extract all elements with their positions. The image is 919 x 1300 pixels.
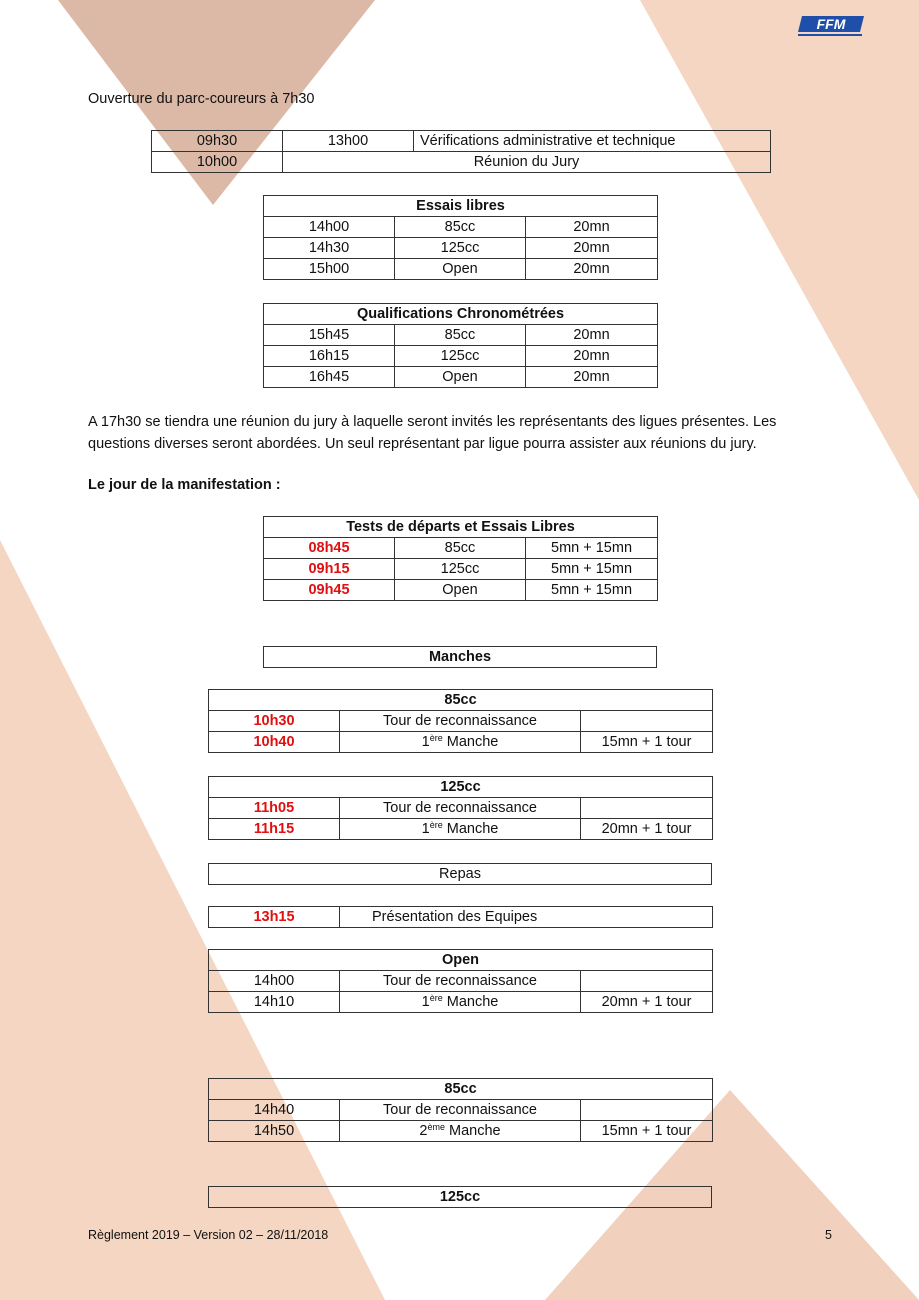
time-cell: 14h40 (209, 1100, 340, 1121)
time-cell: 10h30 (209, 711, 340, 732)
activity-cell: Repas (209, 864, 712, 885)
duration-cell: 20mn + 1 tour (581, 992, 713, 1013)
duration-cell: 20mn (526, 367, 658, 388)
table-title: Tests de départs et Essais Libres (264, 517, 658, 538)
category-cell: 125cc (395, 346, 526, 367)
table-row (264, 346, 658, 367)
time-cell: 09h45 (264, 580, 395, 601)
manche-85cc-2-table (208, 1078, 713, 1142)
table-row (209, 1121, 713, 1142)
duration-cell: 5mn + 15mn (526, 559, 658, 580)
table-title: Manches (264, 647, 657, 668)
essais-libres-table (263, 195, 658, 280)
category-cell: 125cc (395, 559, 526, 580)
presentation-table (208, 906, 713, 928)
ffm-logo (796, 14, 866, 40)
category-cell: Open (395, 367, 526, 388)
activity-cell: Tour de reconnaissance (340, 971, 581, 992)
table-row (209, 971, 713, 992)
table-row (209, 711, 713, 732)
time-cell: 14h30 (264, 238, 395, 259)
table-title: 85cc (209, 690, 713, 711)
time-cell: 16h45 (264, 367, 395, 388)
table-row (264, 325, 658, 346)
table-header-row (264, 647, 657, 668)
manches-title-table (263, 646, 657, 668)
table-header-row (209, 950, 713, 971)
table-row (264, 580, 658, 601)
duration-cell: 15mn + 1 tour (581, 1121, 713, 1142)
table-row (209, 1100, 713, 1121)
intro-text: Ouverture du parc-coureurs à 7h30 (88, 91, 315, 107)
table-row (209, 798, 713, 819)
time-cell: 14h00 (209, 971, 340, 992)
table-title: Open (209, 950, 713, 971)
table-row (264, 538, 658, 559)
table-header-row (209, 777, 713, 798)
duration-cell: 5mn + 15mn (526, 538, 658, 559)
table-title: 125cc (209, 777, 713, 798)
table-row (264, 559, 658, 580)
activity-cell: Tour de reconnaissance (340, 711, 581, 732)
time-cell: 09h30 (152, 131, 283, 152)
duration-cell (581, 1100, 713, 1121)
time-cell: 14h00 (264, 217, 395, 238)
table-header-row (264, 517, 658, 538)
table-row (209, 907, 713, 928)
page-number: 5 (825, 1228, 832, 1242)
duration-cell: 15mn + 1 tour (581, 732, 713, 753)
time-cell: 11h15 (209, 819, 340, 840)
category-cell: Open (395, 580, 526, 601)
duration-cell: 20mn (526, 259, 658, 280)
activity-cell: 1ère Manche (340, 732, 581, 753)
duration-cell: 20mn + 1 tour (581, 819, 713, 840)
tests-departs-table (263, 516, 658, 601)
table-header-row (264, 196, 658, 217)
activity-cell: 1ère Manche (340, 992, 581, 1013)
table-title: 85cc (209, 1079, 713, 1100)
table-title: Qualifications Chronométrées (264, 304, 658, 325)
duration-cell (581, 711, 713, 732)
table-row (264, 259, 658, 280)
time-cell: 15h00 (264, 259, 395, 280)
activity-cell: Tour de reconnaissance (340, 798, 581, 819)
time-cell: 13h15 (209, 907, 340, 928)
table-row (264, 238, 658, 259)
table-header-row (209, 690, 713, 711)
table-row (264, 367, 658, 388)
repas-table (208, 863, 712, 885)
time-cell: 09h15 (264, 559, 395, 580)
time-cell: 14h50 (209, 1121, 340, 1142)
activity-cell: Vérifications administrative et technique (414, 131, 771, 152)
time-cell: 11h05 (209, 798, 340, 819)
footer-version: Règlement 2019 – Version 02 – 28/11/2018 (88, 1228, 329, 1242)
jury-paragraph: A 17h30 se tiendra une réunion du jury à laquelle seront invités les représentants des ligues présentes. Les questions diverses seront abordées. Un seul représentant par ligue pourra assister aux réunions du jury. (88, 414, 777, 452)
table-title: 125cc (209, 1187, 712, 1208)
table-row (264, 217, 658, 238)
manche-125cc-2-table (208, 1186, 712, 1208)
activity-cell: 1ère Manche (340, 819, 581, 840)
svg-text:FFM: FFM (816, 16, 846, 32)
category-cell: 85cc (395, 538, 526, 559)
time-cell: 13h00 (283, 131, 414, 152)
table-row (152, 152, 771, 173)
time-cell: 08h45 (264, 538, 395, 559)
table-title: Essais libres (264, 196, 658, 217)
activity-cell: Tour de reconnaissance (340, 1100, 581, 1121)
time-cell: 15h45 (264, 325, 395, 346)
time-cell: 10h40 (209, 732, 340, 753)
table-header-row (264, 304, 658, 325)
manche-85cc-1-table (208, 689, 713, 753)
duration-cell: 20mn (526, 238, 658, 259)
table-row (209, 992, 713, 1013)
duration-cell: 20mn (526, 217, 658, 238)
table-row (209, 819, 713, 840)
activity-cell: 2ème Manche (340, 1121, 581, 1142)
manche-125cc-1-table (208, 776, 713, 840)
table-header-row (209, 1187, 712, 1208)
qualifications-table (263, 303, 658, 388)
category-cell: 125cc (395, 238, 526, 259)
duration-cell: 20mn (526, 325, 658, 346)
time-cell: 10h00 (152, 152, 283, 173)
section-heading: Le jour de la manifestation : (88, 477, 281, 493)
time-cell: 16h15 (264, 346, 395, 367)
time-cell: 14h10 (209, 992, 340, 1013)
table-row (209, 732, 713, 753)
duration-cell (581, 971, 713, 992)
duration-cell (581, 798, 713, 819)
activity-cell: Réunion du Jury (283, 152, 771, 173)
duration-cell: 5mn + 15mn (526, 580, 658, 601)
manche-open-1-table (208, 949, 713, 1013)
duration-cell: 20mn (526, 346, 658, 367)
activity-cell: Présentation des Equipes (340, 907, 713, 928)
table-header-row (209, 1079, 713, 1100)
category-cell: Open (395, 259, 526, 280)
table-row (209, 864, 712, 885)
category-cell: 85cc (395, 325, 526, 346)
admin-schedule-table (151, 130, 771, 173)
table-row (152, 131, 771, 152)
category-cell: 85cc (395, 217, 526, 238)
